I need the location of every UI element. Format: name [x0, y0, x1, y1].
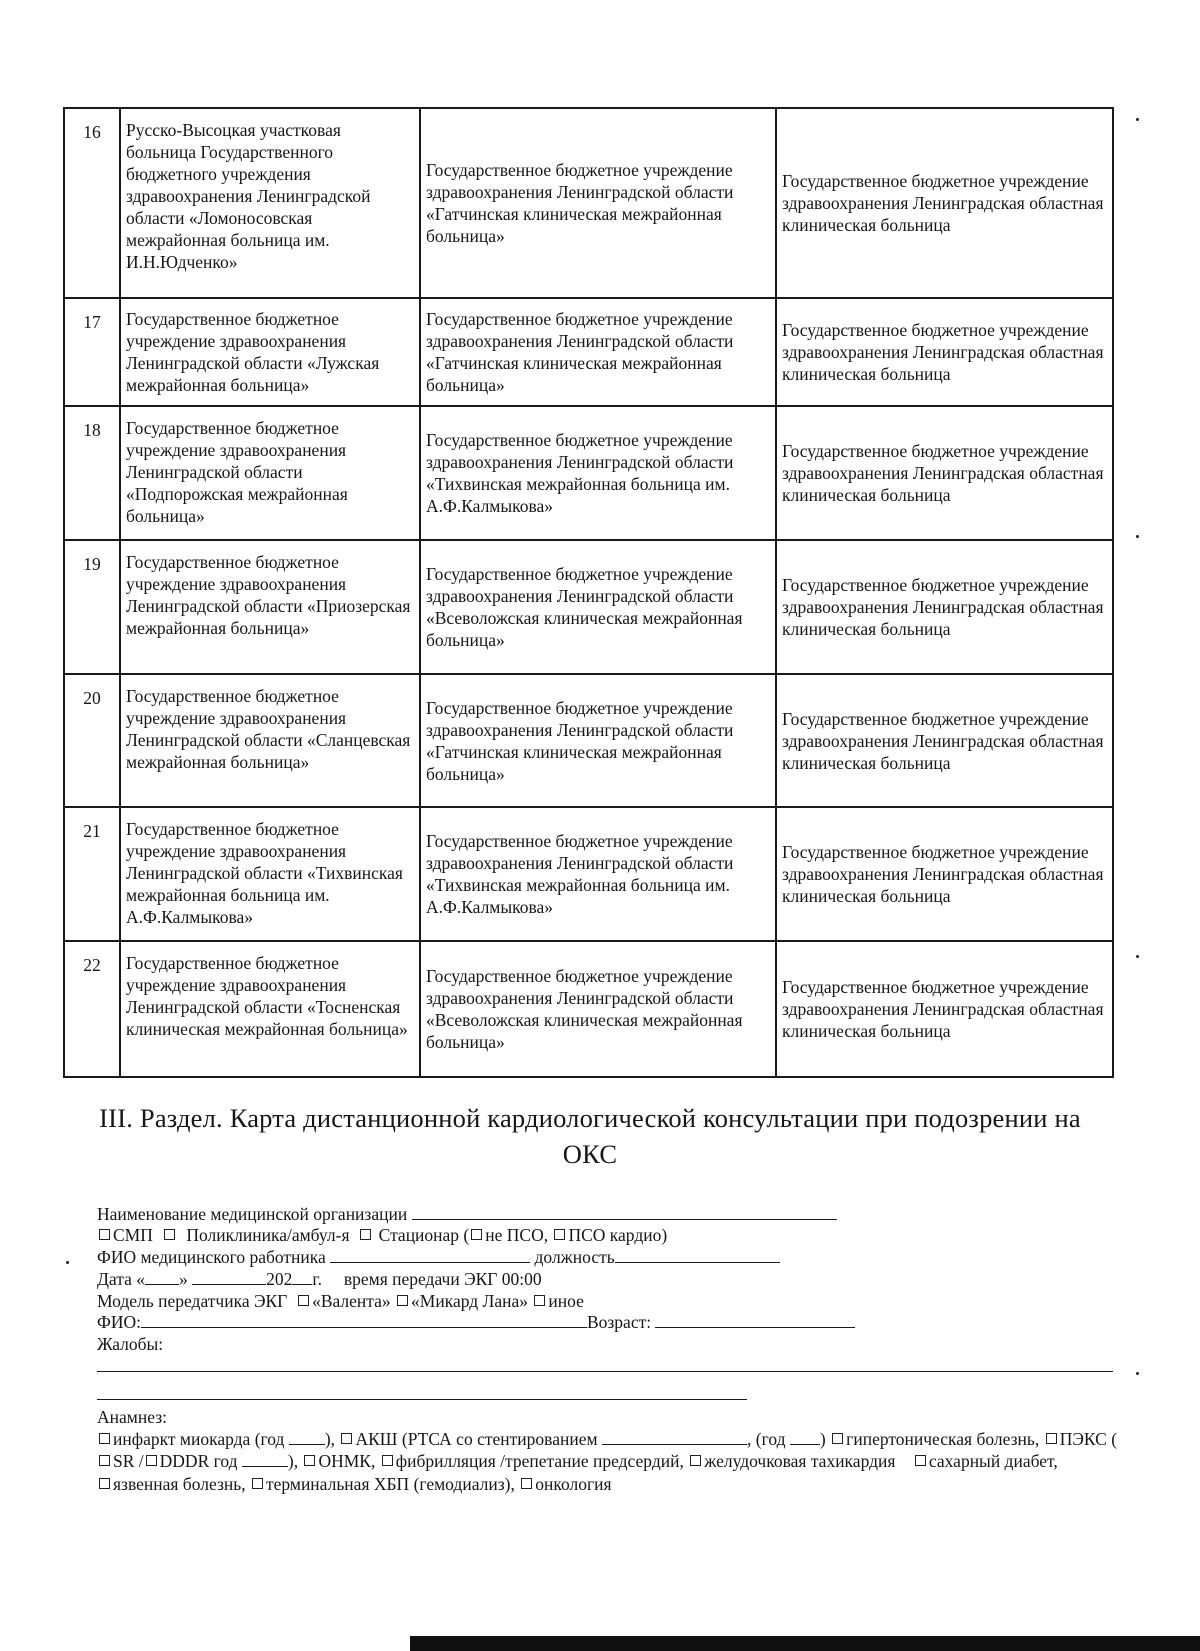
diabetes-label: сахарный диабет,	[928, 1451, 1058, 1471]
facility-cell: Государственное бюджетное учреждение здравоохранения Ленинградской области «Приозерская межрайонная больница»	[120, 540, 420, 674]
level2-hospital-cell: Государственное бюджетное учреждение здравоохранения Ленинградской области «Гатчинская клиническая межрайонная больница»	[420, 108, 776, 298]
pacemaker-year-field[interactable]	[242, 1450, 288, 1467]
table-row	[64, 540, 1113, 674]
scan-speck	[1136, 535, 1139, 538]
not-pso-checkbox[interactable]	[471, 1229, 482, 1240]
other-model-label: иное	[548, 1291, 584, 1311]
org-field[interactable]	[412, 1203, 837, 1220]
date-month-field[interactable]	[192, 1268, 266, 1285]
facility-cell: Государственное бюджетное учреждение здравоохранения Ленинградской области «Тосненская клиническая межрайонная больница»	[120, 941, 420, 1077]
pacemaker-label: ПЭКС (	[1059, 1429, 1118, 1449]
level2-hospital-cell: Государственное бюджетное учреждение здравоохранения Ленинградской области «Тихвинская межрайонная больница им. А.Ф.Калмыкова»	[420, 807, 776, 941]
ckd-checkbox[interactable]	[252, 1478, 263, 1489]
ulcer-checkbox[interactable]	[99, 1478, 110, 1489]
anamnesis-label: Анамнез:	[97, 1407, 167, 1427]
valenta-label: «Валента»	[312, 1291, 391, 1311]
date-day-field[interactable]	[145, 1268, 179, 1285]
complaints-label: Жалобы:	[97, 1334, 164, 1354]
scan-speck	[66, 1261, 69, 1264]
level2-hospital-cell: Государственное бюджетное учреждение здравоохранения Ленинградской области «Гатчинская клиническая межрайонная больница»	[420, 674, 776, 807]
dddr-label: DDDR год	[159, 1451, 238, 1471]
row-number: 19	[64, 540, 120, 674]
position-field[interactable]	[615, 1246, 780, 1263]
scan-edge-bar	[410, 1636, 1200, 1651]
cabg-label: АКШ (РТСА со стентированием	[355, 1429, 598, 1449]
mikard-checkbox[interactable]	[397, 1295, 408, 1306]
level3-hospital-cell: Государственное бюджетное учреждение здравоохранения Ленинградская областная клиническая больница	[776, 941, 1113, 1077]
mi-year-field[interactable]	[289, 1428, 325, 1445]
level2-hospital-cell: Государственное бюджетное учреждение здравоохранения Ленинградской области «Тихвинская межрайонная больница им. А.Ф.Калмыкова»	[420, 406, 776, 540]
level3-hospital-cell: Государственное бюджетное учреждение здравоохранения Ленинградская областная клиническая больница	[776, 406, 1113, 540]
hypertension-checkbox[interactable]	[832, 1433, 843, 1444]
pacemaker-checkbox[interactable]	[1046, 1433, 1057, 1444]
org-label: Наименование медицинской организации	[97, 1204, 408, 1224]
facility-cell: Русско-Высоцкая участковая больница Государственного бюджетного учреждения здравоохранения Ленинградской области «Ломоносовская межрайонная больница им. И.Н.Юдченко»	[120, 108, 420, 298]
position-label: должность	[534, 1247, 615, 1267]
pacemaker-close: ),	[287, 1451, 299, 1471]
scan-speck	[1136, 118, 1139, 121]
anamnesis-block	[97, 1428, 1117, 1495]
row-number: 20	[64, 674, 120, 807]
valenta-checkbox[interactable]	[298, 1295, 309, 1306]
table-row	[64, 807, 1113, 941]
not-pso-label: не ПСО,	[485, 1225, 549, 1245]
other-model-checkbox[interactable]	[534, 1295, 545, 1306]
worker-line	[97, 1246, 780, 1268]
fio-label: ФИО:	[97, 1312, 141, 1332]
oncology-label: онкология	[535, 1474, 612, 1494]
ulcer-label: язвенная болезнь,	[113, 1474, 246, 1494]
ckd-label: терминальная ХБП (гемодиализ),	[265, 1474, 515, 1494]
routing-table	[63, 107, 1114, 1078]
hospital-label: Стационар (	[378, 1225, 470, 1245]
mikard-label: «Микард Лана»	[411, 1291, 529, 1311]
fio-field[interactable]	[141, 1311, 587, 1328]
ecg-time-label: время передачи ЭКГ 00:00	[343, 1269, 542, 1289]
mi-label: инфаркт миокарда (год	[113, 1429, 285, 1449]
row-number: 21	[64, 807, 120, 941]
hypertension-label: гипертоническая болезнь,	[846, 1429, 1040, 1449]
sr-checkbox[interactable]	[99, 1455, 110, 1466]
section-title-line1: III. Раздел. Карта дистанционной кардиологической консультации при подозрении на	[99, 1103, 1081, 1133]
scan-speck	[1136, 955, 1139, 958]
worker-label: ФИО медицинского работника	[97, 1247, 326, 1267]
row-number: 17	[64, 298, 120, 406]
date-year-label: 202	[266, 1269, 293, 1289]
complaints-field-line1[interactable]	[97, 1371, 1113, 1372]
pci-year-label: , (год	[746, 1429, 786, 1449]
level3-hospital-cell: Государственное бюджетное учреждение здравоохранения Ленинградская областная клиническая больница	[776, 298, 1113, 406]
level3-hospital-cell: Государственное бюджетное учреждение здравоохранения Ленинградская областная клиническая больница	[776, 108, 1113, 298]
table-row	[64, 108, 1113, 298]
sr-label: SR /	[113, 1451, 144, 1471]
table-row	[64, 674, 1113, 807]
hospital-checkbox[interactable]	[360, 1229, 371, 1240]
dddr-checkbox[interactable]	[146, 1455, 157, 1466]
smp-label: СМП	[113, 1225, 153, 1245]
af-label: фибрилляция /трепетание предсердий,	[395, 1451, 684, 1471]
facility-cell: Государственное бюджетное учреждение здравоохранения Ленинградской области «Сланцевская межрайонная больница»	[120, 674, 420, 807]
pso-checkbox[interactable]	[554, 1229, 565, 1240]
ecg-model-line	[97, 1290, 584, 1312]
scan-speck	[1136, 1372, 1139, 1375]
date-prefix: Дата «	[97, 1269, 146, 1289]
org-type-line	[97, 1224, 667, 1246]
section-title	[60, 1100, 1120, 1172]
row-number: 22	[64, 941, 120, 1077]
mi-checkbox[interactable]	[99, 1433, 110, 1444]
section-title-line2: ОКС	[562, 1139, 618, 1169]
pso-label: ПСО кардио)	[568, 1225, 668, 1245]
smp-checkbox[interactable]	[99, 1229, 110, 1240]
row-number: 16	[64, 108, 120, 298]
table-row	[64, 298, 1113, 406]
worker-field[interactable]	[330, 1246, 530, 1263]
date-g-label: г.	[312, 1269, 322, 1289]
pci-field[interactable]	[602, 1428, 747, 1445]
row-number: 18	[64, 406, 120, 540]
age-field[interactable]	[655, 1311, 855, 1328]
pci-close: )	[819, 1429, 826, 1449]
facility-cell: Государственное бюджетное учреждение здравоохранения Ленинградской области «Тихвинская межрайонная больница им. А.Ф.Калмыкова»	[120, 807, 420, 941]
cabg-checkbox[interactable]	[341, 1433, 352, 1444]
vt-checkbox[interactable]	[690, 1455, 701, 1466]
table-row	[64, 406, 1113, 540]
level2-hospital-cell: Государственное бюджетное учреждение здравоохранения Ленинградской области «Гатчинская клиническая межрайонная больница»	[420, 298, 776, 406]
level2-hospital-cell: Государственное бюджетное учреждение здравоохранения Ленинградской области «Всеволожская клиническая межрайонная больница»	[420, 941, 776, 1077]
facility-cell: Государственное бюджетное учреждение здравоохранения Ленинградской области «Подпорожская межрайонная больница»	[120, 406, 420, 540]
stroke-label: ОНМК,	[318, 1451, 376, 1471]
level2-hospital-cell: Государственное бюджетное учреждение здравоохранения Ленинградской области «Всеволожская клиническая межрайонная больница»	[420, 540, 776, 674]
polyclinic-checkbox[interactable]	[164, 1229, 175, 1240]
vt-label: желудочковая тахикардия	[704, 1451, 896, 1471]
stroke-checkbox[interactable]	[304, 1455, 315, 1466]
date-line	[97, 1268, 542, 1290]
diabetes-checkbox[interactable]	[915, 1455, 926, 1466]
level3-hospital-cell: Государственное бюджетное учреждение здравоохранения Ленинградская областная клиническая больница	[776, 674, 1113, 807]
date-year-field[interactable]	[292, 1268, 312, 1285]
level3-hospital-cell: Государственное бюджетное учреждение здравоохранения Ленинградская областная клиническая больница	[776, 807, 1113, 941]
age-label: Возраст:	[586, 1312, 652, 1332]
facility-cell: Государственное бюджетное учреждение здравоохранения Ленинградской области «Лужская межрайонная больница»	[120, 298, 420, 406]
af-checkbox[interactable]	[382, 1455, 393, 1466]
oncology-checkbox[interactable]	[521, 1478, 532, 1489]
complaints-field-line2[interactable]	[97, 1399, 747, 1400]
table-row	[64, 941, 1113, 1077]
org-line	[97, 1203, 837, 1225]
mi-close: ),	[324, 1429, 336, 1449]
polyclinic-label: Поликлиника/амбул-я	[186, 1225, 350, 1245]
level3-hospital-cell: Государственное бюджетное учреждение здравоохранения Ленинградская областная клиническая больница	[776, 540, 1113, 674]
date-quote-close: »	[179, 1269, 188, 1289]
pci-year-field[interactable]	[790, 1428, 820, 1445]
ecg-model-label: Модель передатчика ЭКГ	[97, 1291, 288, 1311]
patient-line	[97, 1311, 855, 1333]
